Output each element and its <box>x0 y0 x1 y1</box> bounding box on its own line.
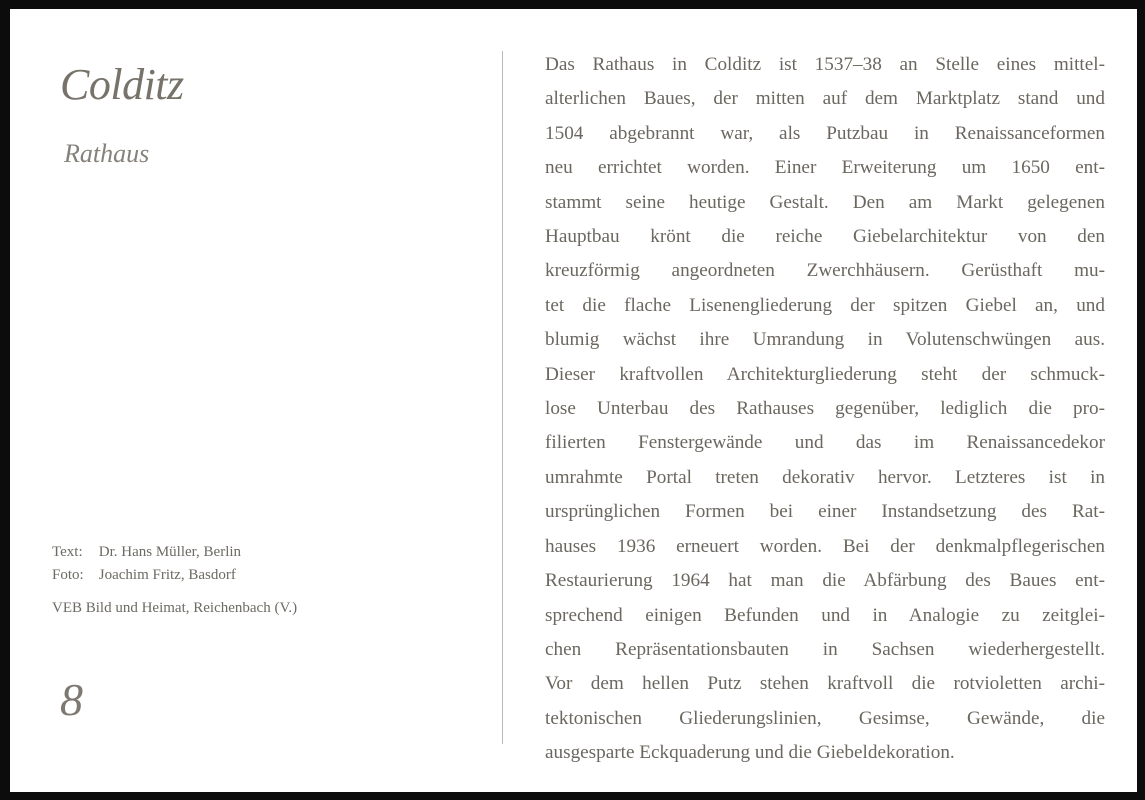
text-line: lose Unterbau des Rathauses gegenüber, lediglich die pro- <box>545 398 1105 420</box>
text-line: sprechend einigen Befunden und in Analogie zu zeitglei- <box>545 604 1105 626</box>
text-line: neu errichtet worden. Einer Erweiterung um 1650 ent- <box>545 157 1105 179</box>
text-line: umrahmte Portal treten dekorativ hervor. Letzteres ist in <box>545 466 1105 488</box>
description-text <box>545 48 1105 771</box>
text-line: ursprünglichen Formen bei einer Instandsetzung des Rat- <box>545 501 1105 523</box>
text-line: filierten Fenstergewände und das im Renaissancedekor <box>545 432 1105 454</box>
text-line: tektonischen Gliederungslinien, Gesimse, Gewände, die <box>545 707 1105 729</box>
text-line: stammt seine heutige Gestalt. Den am Markt gelegenen <box>545 191 1105 213</box>
text-line: Dieser kraftvollen Architekturgliederung steht der schmuck- <box>545 363 1105 385</box>
credit-label: Foto: <box>52 567 84 583</box>
credits <box>52 541 241 587</box>
credit-photo-row <box>52 564 241 587</box>
text-line: Hauptbau krönt die reiche Giebelarchitektur von den <box>545 226 1105 248</box>
text-line: Vor dem hellen Putz stehen kraftvoll die rotvioletten archi- <box>545 673 1105 695</box>
text-line: Das Rathaus in Colditz ist 1537–38 an Stelle eines mittel- <box>545 54 1105 75</box>
text-line: blumig wächst ihre Umrandung in Volutenschwüngen aus. <box>545 329 1105 351</box>
credit-value: Joachim Fritz, Basdorf <box>98 567 236 583</box>
credit-value: Dr. Hans Müller, Berlin <box>98 544 242 560</box>
card-title: Colditz <box>60 60 184 109</box>
text-line: chen Repräsentationsbauten in Sachsen wiederhergestellt. <box>545 638 1105 660</box>
page-number: 8 <box>60 674 83 725</box>
postcard-back <box>10 9 1137 792</box>
text-line: ausgesparte Eckquaderung und die Giebeldekoration. <box>545 742 955 764</box>
card-subtitle: Rathaus <box>64 139 150 168</box>
text-line: 1504 abgebrannt war, als Putzbau in Renaissanceformen <box>545 122 1105 144</box>
column-divider <box>502 51 503 744</box>
publisher: VEB Bild und Heimat, Reichenbach (V.) <box>52 600 298 616</box>
text-line: tet die flache Lisenengliederung der spitzen Giebel an, und <box>545 294 1105 316</box>
text-line: hauses 1936 erneuert worden. Bei der denkmalpflegerischen <box>545 535 1105 557</box>
credit-text-row <box>52 541 241 564</box>
text-line: alterlichen Baues, der mitten auf dem Marktplatz stand und <box>545 88 1105 110</box>
text-line: Restaurierung 1964 hat man die Abfärbung des Baues ent- <box>545 570 1105 592</box>
credit-label: Text: <box>52 544 83 560</box>
text-line: kreuzförmig angeordneten Zwerchhäusern. Gerüsthaft mu- <box>545 260 1105 282</box>
